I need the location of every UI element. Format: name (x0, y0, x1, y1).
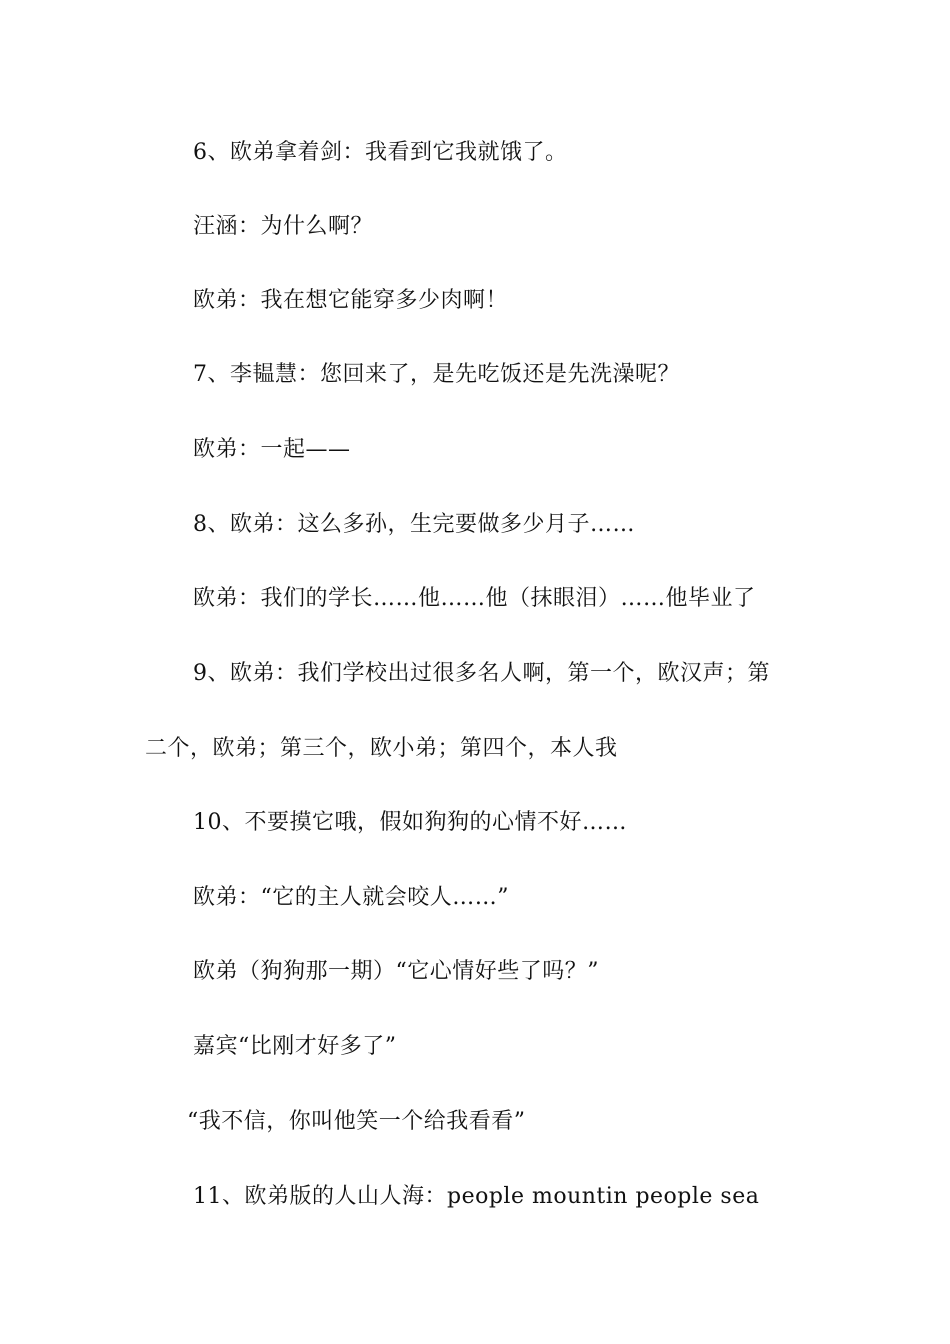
text-line-8: 9、欧弟：我们学校出过很多名人啊，第一个，欧汉声；第 (193, 661, 770, 686)
text-line-4: 7、李韫慧：您回来了，是先吃饭还是先洗澡呢？ (193, 362, 680, 387)
text-line-12: 欧弟（狗狗那一期）“它心情好些了吗？” (193, 959, 599, 984)
text-line-14: “我不信，你叫他笑一个给我看看” (187, 1109, 526, 1134)
text-line-10: 10、不要摸它哦，假如狗狗的心情不好…… (193, 810, 627, 835)
text-line-9: 二个，欧弟；第三个，欧小弟；第四个，本人我 (145, 736, 618, 761)
text-line-15: 11、欧弟版的人山人海：people mountin people sea (193, 1184, 760, 1209)
text-line-13: 嘉宾“比刚才好多了” (193, 1034, 397, 1059)
text-line-1: 6、欧弟拿着剑：我看到它我就饿了。 (193, 140, 568, 165)
text-line-3: 欧弟：我在想它能穿多少肉啊！ (193, 288, 509, 313)
text-line-6: 8、欧弟：这么多孙，生完要做多少月子…… (193, 512, 635, 537)
text-line-11: 欧弟：“它的主人就会咬人……” (193, 885, 509, 910)
text-line-5: 欧弟：一起—— (193, 437, 351, 462)
text-line-2: 汪涵：为什么啊？ (193, 214, 374, 239)
text-line-7: 欧弟：我们的学长……他……他（抹眼泪）……他毕业了 (193, 586, 756, 611)
